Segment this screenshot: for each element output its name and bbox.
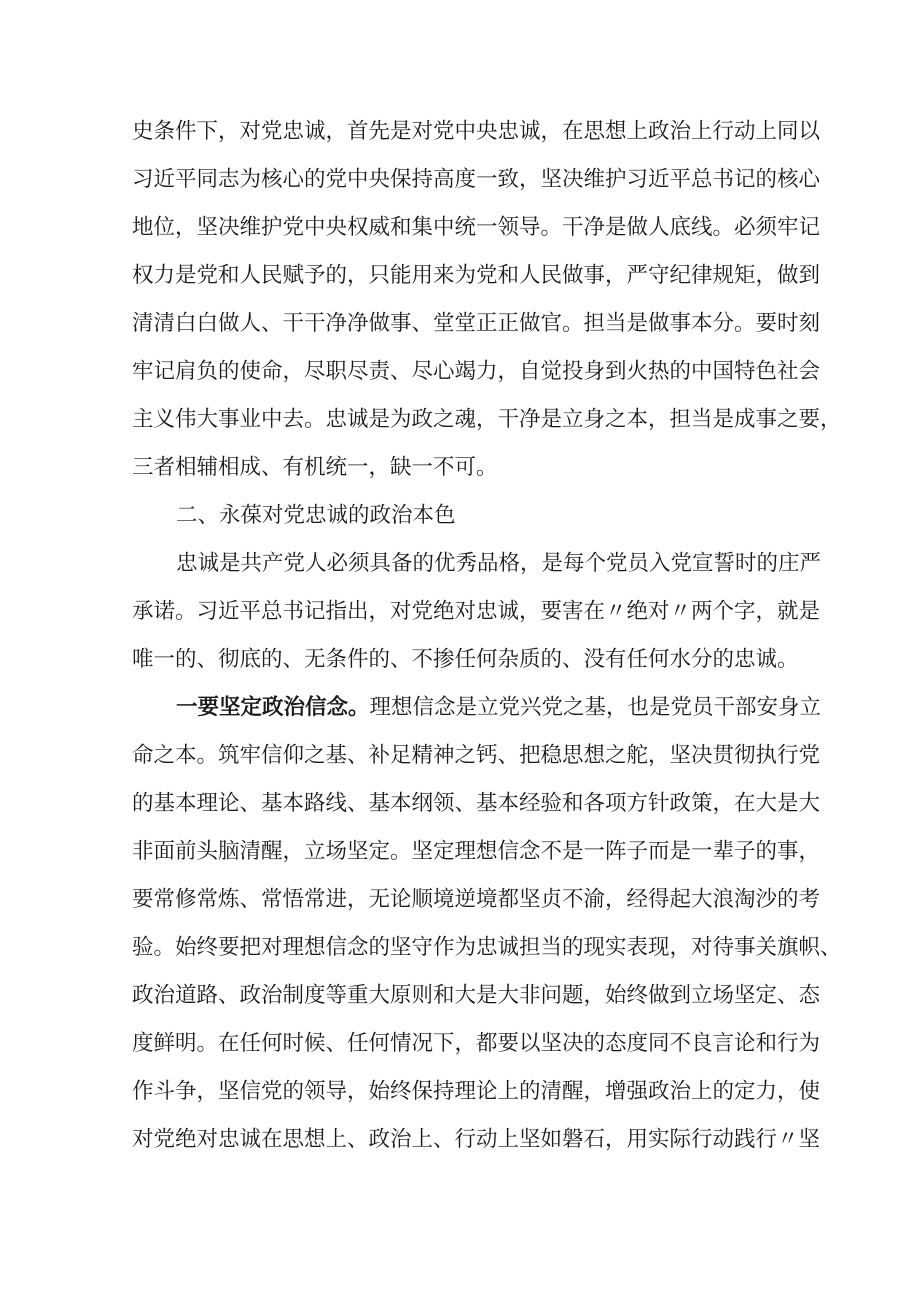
paragraph-1-line-7: 主义伟大事业中去。忠诚是为政之魂，干净是立身之本，担当是成事之要， [132, 407, 842, 432]
paragraph-3-line-9: 作斗争，坚信党的领导，始终保持理论上的清醒，增强政治上的定力，使 [132, 1079, 821, 1104]
paragraph-3-line-10: 对党绝对忠诚在思想上、政治上、行动上坚如磐石，用实际行动践行〃坚 [132, 1127, 821, 1152]
paragraph-3-line-6: 验。始终要把对理想信念的坚守作为忠诚担当的现实表现，对待事关旗帜、 [132, 935, 842, 960]
paragraph-1-line-3: 地位，坚决维护党中央权威和集中统一领导。干净是做人底线。必须牢记 [132, 215, 821, 240]
paragraph-1-line-8: 三者相辅相成、有机统一，缺一不可。 [132, 455, 498, 480]
paragraph-1-line-1: 史条件下，对党忠诚，首先是对党中央忠诚，在思想上政治上行动上同以 [132, 119, 821, 144]
paragraph-2-line-2: 承诺。习近平总书记指出，对党绝对忠诚，要害在〃绝对〃两个字，就是 [132, 599, 821, 624]
paragraph-3-line-2: 命之本。筑牢信仰之基、补足精神之钙、把稳思想之舵，坚决贯彻执行党 [132, 743, 821, 768]
paragraph-3-line-5: 要常修常炼、常悟常进，无论顺境逆境都坚贞不渝，经得起大浪淘沙的考 [132, 887, 821, 912]
paragraph-1-line-6: 牢记肩负的使命，尽职尽责、尽心竭力，自觉投身到火热的中国特色社会 [132, 359, 821, 384]
paragraph-2-line-1: 忠诚是共产党人必须具备的优秀品格，是每个党员入党宣誓时的庄严 [176, 551, 822, 576]
paragraph-1-line-2: 习近平同志为核心的党中央保持高度一致，坚决维护习近平总书记的核心 [132, 167, 821, 192]
paragraph-3-line-8: 度鲜明。在任何时候、任何情况下，都要以坚决的态度同不良言论和行为 [132, 1031, 821, 1056]
paragraph-3-line-7: 政治道路、政治制度等重大原则和大是大非问题，始终做到立场坚定、态 [132, 983, 821, 1008]
paragraph-2-line-3: 唯一的、彻底的、无条件的、不掺任何杂质的、没有任何水分的忠诚。 [132, 647, 799, 672]
paragraph-3-line-3: 的基本理论、基本路线、基本纲领、基本经验和各项方针政策，在大是大 [132, 791, 821, 816]
section-heading: 二、永葆对党忠诚的政治本色 [176, 503, 456, 528]
paragraph-3-bold-lead: 一要坚定政治信念。 [176, 695, 370, 720]
paragraph-3-line-4: 非面前头脑清醒，立场坚定。坚定理想信念不是一阵子而是一辈子的事， [132, 839, 821, 864]
paragraph-3-line-1-rest: 理想信念是立党兴党之基，也是党员干部安身立 [369, 695, 822, 720]
paragraph-1-line-4: 权力是党和人民赋予的，只能用来为党和人民做事，严守纪律规矩，做到 [132, 263, 821, 288]
paragraph-1-line-5: 清清白白做人、干干净净做事、堂堂正正做官。担当是做事本分。要时刻 [132, 311, 821, 336]
paragraph-3-line-1 [176, 688, 822, 728]
